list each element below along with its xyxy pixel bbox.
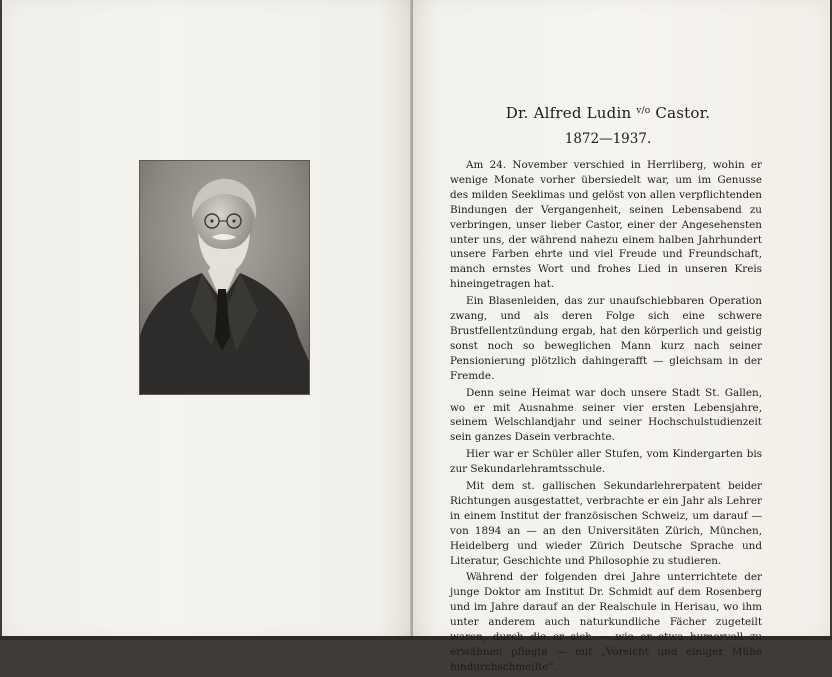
obituary-title: [413, 104, 803, 122]
obituary-body: [450, 158, 762, 677]
paragraph-6: Während der folgenden drei Jahre unterrichtete der junge Doktor am Institut Dr. Schmidt auf dem Rosenberg und im Jahre darauf an der Realschule in Herisau, wo ihm unter anderem auch naturkundliche Fächer zugeteilt waren, durch die er sich — wie er etwa humorvoll zu erwähnen pflegte — mit „Vorsicht und einiger Mühe hindurchschmeilte“.: [450, 571, 762, 673]
title-vo: v/o: [636, 106, 651, 116]
title-couleur-name: Castor.: [655, 104, 711, 122]
portrait-illustration: [140, 161, 309, 394]
paragraph-3: Denn seine Heimat war doch unsere Stadt St. Gallen, wo er mit Ausnahme seiner vier ersten Lebensjahre, seinem Welschlandjahr und seiner Hochschulstudienzeit sein ganzes Dasein verbrachte.: [450, 386, 762, 444]
life-years: 1872—1937.: [564, 131, 652, 147]
portrait-photo: [140, 161, 309, 394]
title-name: Dr. Alfred Ludin: [505, 104, 632, 122]
paragraph-5: Mit dem st. gallischen Sekundarlehrerpatent beider Richtungen ausgestattet, verbrachte er ein Jahr als Lehrer in einem Institut der französischen Schweiz, um darauf — von 1894 an — an den Universitäten Zürich, München, Heidelberg und wieder Zürich Deutsche Sprache und Literatur, Geschichte und Philosophie zu studieren.: [450, 480, 762, 567]
paragraph-2: Ein Blasenleiden, das zur unaufschiebbaren Operation zwang, und als deren Folge sich eine schwere Brustfellentzündung ergab, hat den körperlich und geistig sonst noch so beweglichen Mann kurz nach seiner Pensionierung plötzlich dahingerafft — gleichsam in der Fremde.: [450, 295, 762, 382]
paragraph-4: Hier war er Schüler aller Stufen, vom Kindergarten bis zur Sekundarlehramtsschule.: [450, 448, 762, 476]
paragraph-1: Am 24. November verschied in Herrliberg, wohin er wenige Monate vorher übersiedelt war, um im Genusse des milden Seeklimas und gelöst von allen verpflichtenden Bindungen der Vergangenheit, seinen Lebensabend zu verbringen, unser lieber Castor, einer der Angesehensten unter uns, der während nahezu einem halben Jahrhundert unsere Farben ehrte und viel Freude und Freundschaft, manch ernstes Wort und frohes Lied in unseren Kreis hineingetragen hat.: [450, 159, 762, 291]
